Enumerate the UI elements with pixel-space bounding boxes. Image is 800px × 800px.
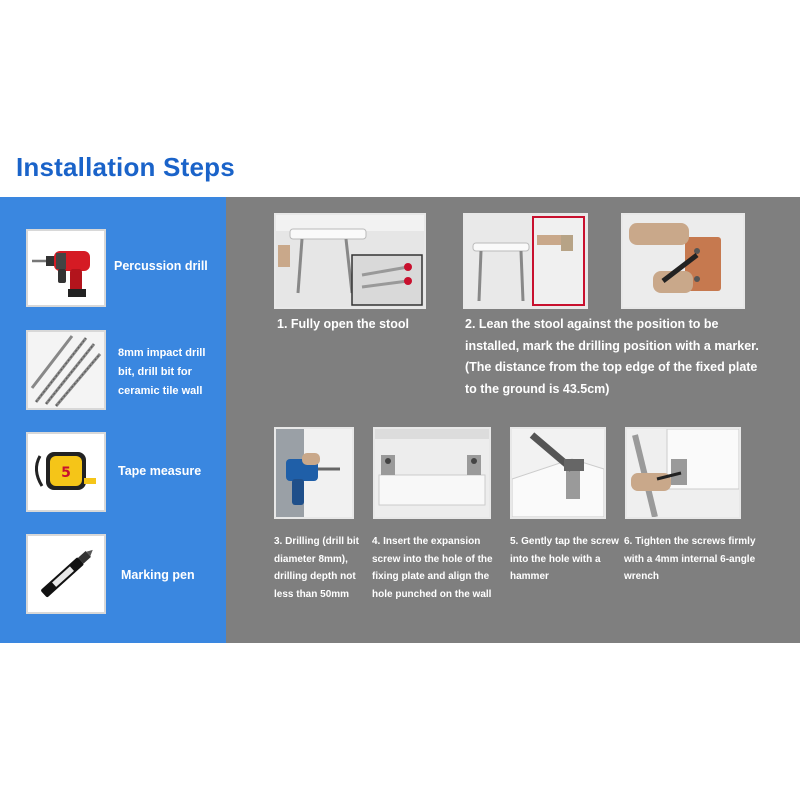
drill-bits-image [26, 330, 106, 410]
step-4-image [373, 427, 491, 519]
step-6-image [625, 427, 741, 519]
tool-label-marking-pen: Marking pen [121, 568, 195, 582]
step-3-image [274, 427, 354, 519]
page-title: Installation Steps [16, 152, 235, 182]
tool-label-tape-measure: Tape measure [118, 464, 202, 478]
step-5-image [510, 427, 606, 519]
step-4-text: 4. Insert the expansion screw into the hole of the fixing plate and align the hole punched on the wall [372, 536, 493, 600]
step-2-image-b [621, 213, 745, 309]
step-1-text: 1. Fully open the stool [277, 317, 409, 331]
step-3-text: 3. Drilling (drill bit diameter 8mm), drilling depth not less than 50mm [274, 536, 359, 600]
step-1-image [274, 213, 426, 309]
marking-pen-image [26, 534, 106, 614]
tool-label-drill-bits: 8mm impact drill bit, drill bit for ceramic tile wall [118, 347, 206, 397]
step-2-text: 2. Lean the stool against the position to be installed, mark the drilling position with a marker. (The distance from the top edge of the fixed plate to the ground is 43.5cm) [465, 317, 759, 396]
step-6-text: 6. Tighten the screws firmly with a 4mm internal 6-angle wrench [624, 536, 756, 582]
tape-measure-image [26, 432, 106, 512]
step-5-text: 5. Gently tap the screw into the hole with a hammer [510, 536, 619, 582]
svg-text:5: 5 [61, 465, 71, 481]
tool-label-percussion-drill: Percussion drill [114, 259, 208, 273]
step-2-image-a [463, 213, 588, 309]
percussion-drill-image [26, 229, 106, 307]
